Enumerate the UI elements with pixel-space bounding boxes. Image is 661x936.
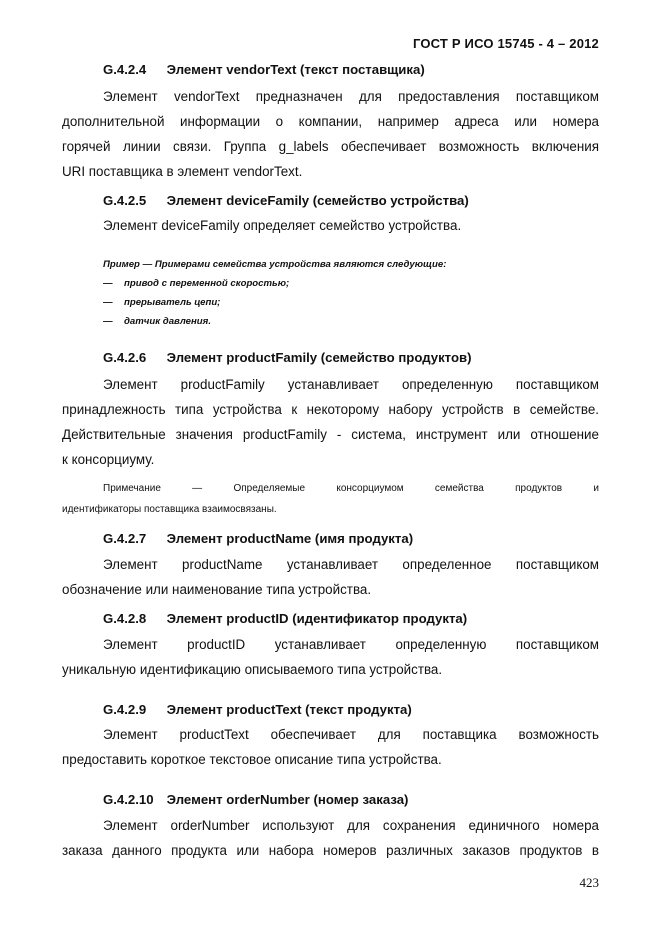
section-heading [103, 611, 467, 626]
section-title: Элемент productFamily (семейство продуктов) [166, 350, 472, 365]
paragraph-line: Элемент productName устанавливает определенное поставщиком [103, 557, 599, 572]
example-text: Примерами семейства устройства являются следующие: [154, 259, 447, 270]
section-title: Элемент vendorText (текст поставщика) [166, 62, 425, 77]
example-dash: — [142, 259, 153, 270]
section-paragraph [62, 84, 599, 184]
section-title: Элемент deviceFamily (семейство устройства) [166, 193, 469, 208]
example-list-item [103, 297, 220, 308]
list-dash: — [103, 316, 113, 327]
paragraph-line: Действительные значения productFamily - система, инструмент или отношение [62, 427, 599, 442]
section-heading [103, 350, 472, 365]
paragraph-line: Элемент productFamily устанавливает определенную поставщиком [103, 377, 599, 392]
section-paragraph [62, 372, 599, 472]
section-title: Элемент productID (идентификатор продукта) [166, 611, 468, 626]
paragraph-line: дополнительной информации о компании, например адреса или номера [62, 114, 599, 129]
section-number: G.4.2.6 [103, 350, 147, 365]
section-paragraph [62, 722, 599, 772]
example-heading [103, 259, 446, 270]
section-paragraph [62, 213, 599, 238]
section-paragraph [62, 632, 599, 682]
section-heading [103, 702, 412, 717]
section-number: G.4.2.8 [103, 611, 147, 626]
paragraph-line: заказа данного продукта или набора номеров различных заказов продуктов в [62, 843, 599, 858]
section-title: Элемент productText (текст продукта) [166, 702, 412, 717]
paragraph-line: к консорциуму. [62, 452, 155, 467]
note-line: идентификаторы поставщика взаимосвязаны. [62, 504, 277, 515]
section-number: G.4.2.4 [103, 62, 147, 77]
example-item-text: привод с переменной скоростью; [124, 278, 290, 289]
paragraph-line: горячей линии связи. Группа g_labels обеспечивает возможность включения [62, 139, 599, 154]
section-title: Элемент orderNumber (номер заказа) [166, 792, 409, 807]
section-number: G.4.2.5 [103, 193, 147, 208]
paragraph-line: Элемент productText обеспечивает для поставщика возможность [103, 727, 599, 742]
section-title: Элемент productName (имя продукта) [166, 531, 414, 546]
section-heading [103, 62, 425, 77]
section-paragraph [62, 813, 599, 863]
paragraph-line: предоставить короткое текстовое описание типа устройства. [62, 752, 442, 767]
list-dash: — [103, 297, 113, 308]
section-number: G.4.2.10 [103, 792, 154, 807]
section-heading [103, 792, 408, 807]
standard-header: ГОСТ Р ИСО 15745 - 4 – 2012 [412, 36, 599, 51]
list-dash: — [103, 278, 113, 289]
paragraph-line: Элемент vendorText предназначен для предоставления поставщиком [103, 89, 599, 104]
example-label: Пример [103, 259, 140, 270]
section-number: G.4.2.7 [103, 531, 147, 546]
example-item-text: датчик давления. [124, 316, 211, 327]
paragraph-line: Элемент productID устанавливает определенную поставщиком [103, 637, 599, 652]
paragraph-line: обозначение или наименование типа устройства. [62, 582, 372, 597]
section-paragraph [62, 552, 599, 602]
example-list-item [103, 278, 289, 289]
example-list-item [103, 316, 211, 327]
paragraph-line: принадлежность типа устройства к некоторому набору устройств в семействе. [62, 402, 599, 417]
page-number: 423 [579, 875, 599, 890]
paragraph-line: Элемент deviceFamily определяет семейство устройства. [103, 218, 462, 233]
paragraph-line: уникальную идентификацию описываемого типа устройства. [62, 662, 443, 677]
section-number: G.4.2.9 [103, 702, 147, 717]
section-heading [103, 531, 413, 546]
example-item-text: прерыватель цепи; [124, 297, 221, 308]
section-heading [103, 193, 469, 208]
paragraph-line: URI поставщика в элемент vendorText. [62, 164, 303, 179]
note-line: Примечание — Определяемые консорциумом семейства продуктов и [103, 483, 599, 494]
paragraph-line: Элемент orderNumber используют для сохранения единичного номера [103, 818, 599, 833]
note-block [62, 478, 599, 520]
